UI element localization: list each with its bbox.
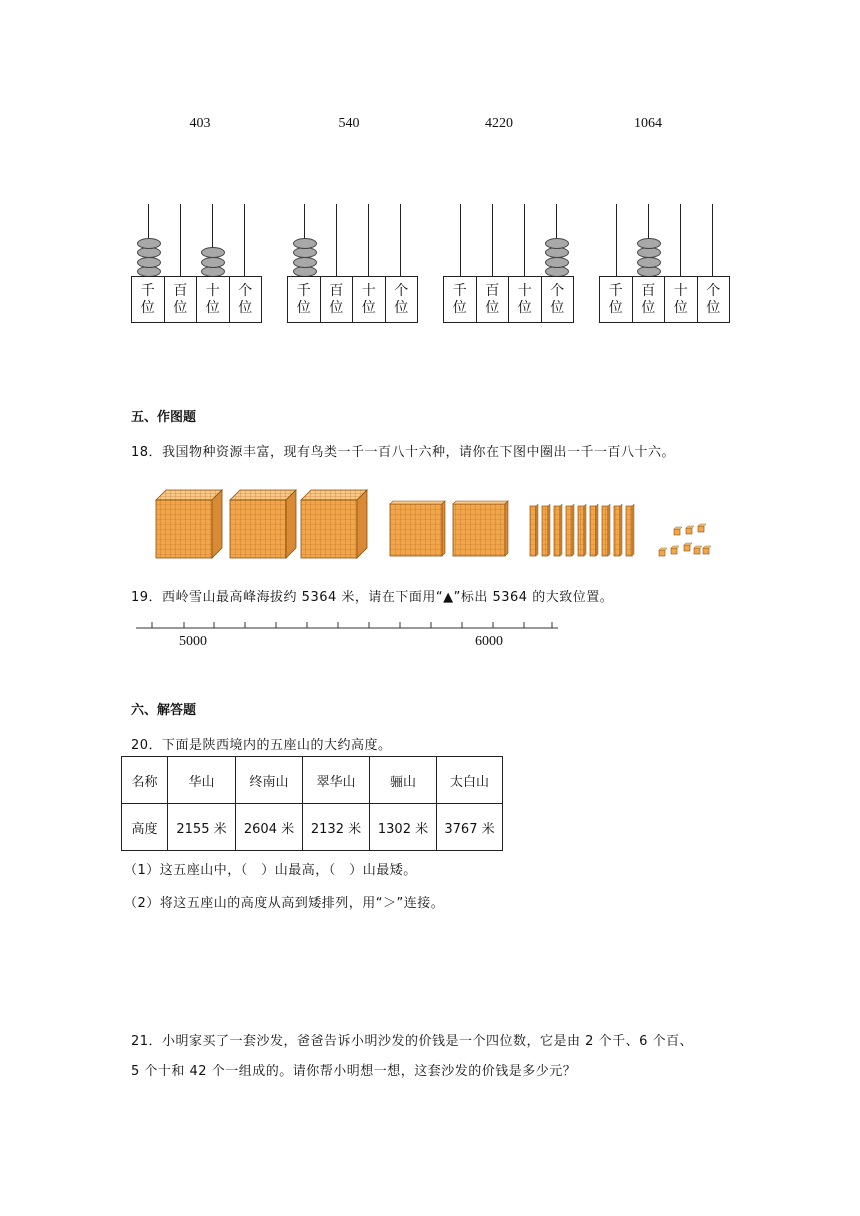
hundred-flat — [390, 501, 445, 556]
place-value-label: 十 位 — [665, 277, 698, 322]
one-cube — [703, 546, 711, 554]
question-20-text: 20．下面是陕西境内的五座山的大约高度。 — [131, 738, 392, 753]
abacus-rod — [180, 204, 181, 276]
abacus-bead — [637, 238, 661, 249]
table-cell: 3767 米 — [437, 804, 503, 851]
ten-rod — [590, 504, 598, 556]
place-value-label: 百 位 — [165, 277, 198, 322]
place-value-label: 十 位 — [197, 277, 230, 322]
table-header-row — [122, 757, 503, 804]
abacus-rod — [712, 204, 713, 276]
abacus-rod — [336, 204, 337, 276]
abacus-rod — [492, 204, 493, 276]
table-cell: 骊山 — [370, 757, 437, 804]
number-line-label-6000: 6000 — [475, 634, 503, 649]
abacus-rod — [524, 204, 525, 276]
abacus-bead — [137, 247, 161, 258]
number-line — [130, 618, 570, 632]
ten-rod — [614, 504, 622, 556]
abacus-rod — [400, 204, 401, 276]
abacus-bead — [293, 257, 317, 268]
abacus-4 — [599, 204, 730, 322]
abacus-bead — [545, 247, 569, 258]
table-cell: 翠华山 — [303, 757, 370, 804]
one-cube — [698, 524, 706, 532]
abacus-rod — [460, 204, 461, 276]
ten-rod — [542, 504, 550, 556]
table-cell: 2132 米 — [303, 804, 370, 851]
ten-rod — [626, 504, 634, 556]
question-21-line-2: 5 个十和 42 个一组成的。请你帮小明想一想，这套沙发的价钱是多少元？ — [131, 1064, 577, 1079]
table-row — [122, 804, 503, 851]
question-20-sub-2: （2）将这五座山的高度从高到矮排列，用“＞”连接。 — [124, 896, 445, 911]
abacus-rod — [680, 204, 681, 276]
table-cell: 终南山 — [236, 757, 303, 804]
abacus-bead — [637, 247, 661, 258]
abacus-bead — [545, 238, 569, 249]
table-cell: 名称 — [122, 757, 168, 804]
base-ten-blocks — [150, 484, 730, 562]
abacus-rod — [368, 204, 369, 276]
table-cell: 太白山 — [437, 757, 503, 804]
one-cube — [686, 526, 694, 534]
place-value-label: 千 位 — [288, 277, 321, 322]
abacus-number-3: 4220 — [485, 116, 513, 131]
abacus-bead — [545, 257, 569, 268]
one-cube — [684, 543, 692, 551]
abacus-place-labels — [287, 276, 418, 323]
table-cell: 1302 米 — [370, 804, 437, 851]
place-value-label: 百 位 — [633, 277, 666, 322]
abacus-bead — [201, 257, 225, 268]
table-cell: 华山 — [168, 757, 236, 804]
abacus-bead — [137, 257, 161, 268]
ten-rod — [530, 504, 538, 556]
abacus-number-2: 540 — [338, 116, 360, 131]
abacus-bead — [293, 238, 317, 249]
abacus-2 — [287, 204, 418, 322]
question-18-text: 18．我国物种资源丰富，现有鸟类一千一百八十六种，请你在下图中圈出一千一百八十六。 — [131, 445, 676, 460]
thousand-cube — [301, 490, 367, 558]
one-cube — [674, 527, 682, 535]
question-21-line-1: 21．小明家买了一套沙发，爸爸告诉小明沙发的价钱是一个四位数，它是由 2 个千、6 个百、 — [131, 1034, 693, 1049]
section-title-answer: 六、解答题 — [131, 703, 197, 718]
abacus-rod — [244, 204, 245, 276]
abacus-place-labels — [599, 276, 730, 323]
abacus-3 — [443, 204, 574, 322]
table-cell: 2604 米 — [236, 804, 303, 851]
place-value-label: 个 位 — [550, 282, 565, 316]
place-value-label: 个 位 — [706, 282, 721, 316]
abacus-1 — [131, 204, 262, 322]
thousand-cube — [230, 490, 296, 558]
place-value-label: 千 位 — [600, 277, 633, 322]
one-cube — [671, 546, 679, 554]
place-value-label: 百 位 — [477, 277, 510, 322]
abacus-number-1: 403 — [189, 116, 211, 131]
ten-rod — [602, 504, 610, 556]
place-value-label: 千 位 — [132, 277, 165, 322]
ten-rod — [566, 504, 574, 556]
mountain-height-table — [121, 756, 503, 851]
ten-rod — [554, 504, 562, 556]
place-value-label: 百 位 — [321, 277, 354, 322]
one-cube — [659, 548, 667, 556]
place-value-label: 十 位 — [509, 277, 542, 322]
abacus-place-labels — [443, 276, 574, 323]
table-cell: 高度 — [122, 804, 168, 851]
place-value-label: 个 位 — [238, 282, 253, 316]
abacus-rod — [616, 204, 617, 276]
question-19-text: 19．西岭雪山最高峰海拔约 5364 米，请在下面用“▲”标出 5364 的大致位置。 — [131, 590, 614, 605]
abacus-bead — [137, 238, 161, 249]
abacus-bead — [637, 257, 661, 268]
abacus-number-4: 1064 — [634, 116, 662, 131]
place-value-label: 千 位 — [444, 277, 477, 322]
question-20-sub-1: （1）这五座山中，（ ）山最高，（ ）山最矮。 — [124, 863, 417, 878]
thousand-cube — [156, 490, 222, 558]
abacus-bead — [201, 247, 225, 258]
ten-rod — [578, 504, 586, 556]
one-cube — [694, 546, 702, 554]
table-cell: 2155 米 — [168, 804, 236, 851]
number-line-label-5000: 5000 — [179, 634, 207, 649]
abacus-bead — [293, 247, 317, 258]
section-title-drawing: 五、作图题 — [131, 410, 197, 425]
place-value-label: 十 位 — [353, 277, 386, 322]
abacus-place-labels — [131, 276, 262, 323]
hundred-flat — [453, 501, 508, 556]
place-value-label: 个 位 — [394, 282, 409, 316]
